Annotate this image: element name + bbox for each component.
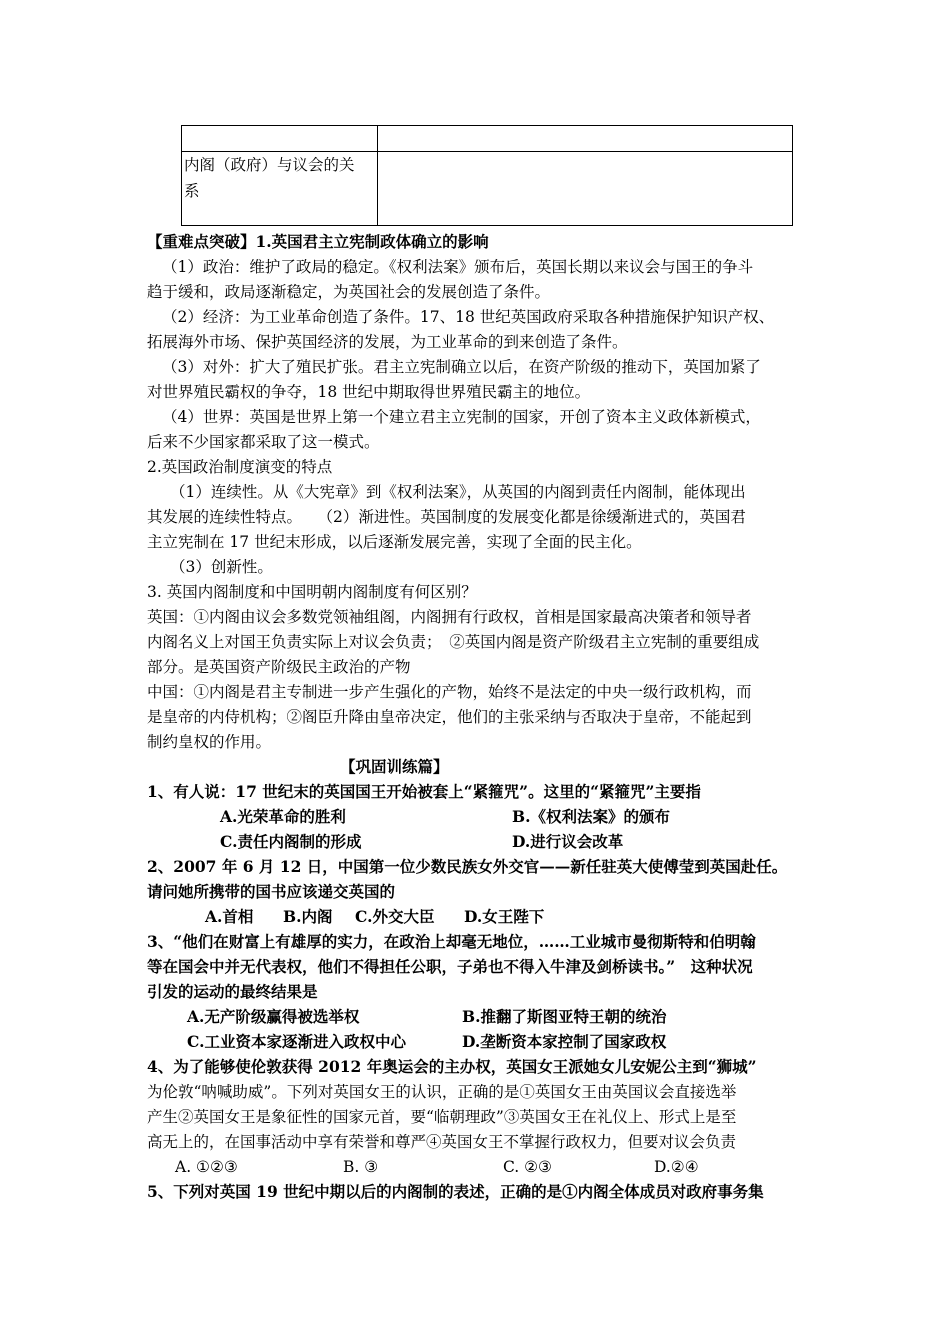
paragraph-line: 拓展海外市场、保护英国经济的发展，为工业革命的到来创造了条件。 bbox=[147, 333, 628, 351]
paragraph-line: 对世界殖民霸权的争夺，18 世纪中期取得世界殖民霸主的地位。 bbox=[147, 383, 591, 401]
question-4: 4、为了能够使伦敦获得 2012 年奥运会的主办权，英国女王派她女儿安妮公主到“狮城” bbox=[147, 1057, 757, 1076]
paragraph-line: 制约皇权的作用。 bbox=[147, 733, 272, 751]
paragraph-line: （3）创新性。 bbox=[170, 558, 273, 576]
option-d: D.女王陛下 bbox=[464, 907, 545, 926]
option-b: B.内阁 bbox=[283, 907, 333, 926]
question-4-cont: 为伦敦“呐喊助威”。下列对英国女王的认识，正确的是①英国女王由英国议会直接选举 bbox=[147, 1083, 737, 1101]
table-cell bbox=[378, 152, 793, 226]
practice-heading: 【巩固训练篇】 bbox=[340, 757, 449, 776]
question-3-cont: 引发的运动的最终结果是 bbox=[147, 982, 318, 1001]
paragraph-line: 主立宪制在 17 世纪末形成，以后逐渐发展完善，实现了全面的民主化。 bbox=[147, 533, 642, 551]
option-b: B.《权利法案》的颁布 bbox=[512, 807, 670, 826]
table-row bbox=[182, 126, 793, 152]
paragraph-line: 中国：①内阁是君主专制进一步产生强化的产物，始终不是法定的中央一级行政机构，而 bbox=[147, 683, 752, 701]
question-3: 3、“他们在财富上有雄厚的实力，在政治上却毫无地位，……工业城市曼彻斯特和伯明翰 bbox=[147, 932, 756, 951]
table-cell bbox=[378, 126, 793, 152]
option-b: B. ③ bbox=[343, 1158, 379, 1176]
subheading: 2.英国政治制度演变的特点 bbox=[147, 458, 333, 476]
option-d: D.②④ bbox=[654, 1158, 699, 1176]
paragraph-line: 后来不少国家都采取了这一模式。 bbox=[147, 433, 380, 451]
table-row bbox=[182, 152, 793, 226]
paragraph-line: （3）对外：扩大了殖民扩张。君主立宪制确立以后，在资产阶级的推动下，英国加紧了 bbox=[162, 358, 761, 376]
option-a: A.无产阶级赢得被选举权 bbox=[187, 1007, 360, 1026]
option-c: C.工业资本家逐渐进入政权中心 bbox=[187, 1032, 406, 1051]
question-3-cont: 等在国会中并无代表权，他们不得担任公职，子弟也不得入牛津及剑桥读书。” 这种状况 bbox=[147, 957, 753, 976]
table-cell-label bbox=[182, 152, 378, 226]
question-4-cont: 产生②英国女王是象征性的国家元首，要“临朝理政”③英国女王在礼仪上、形式上是至 bbox=[147, 1108, 737, 1126]
question-2: 2、2007 年 6 月 12 日，中国第一位少数民族女外交官——新任驻英大使傅莹到英国赴任。 bbox=[147, 857, 788, 876]
paragraph-line: 趋于缓和，政局逐渐稳定，为英国社会的发展创造了条件。 bbox=[147, 283, 551, 301]
paragraph-line: 部分。是英国资产阶级民主政治的产物 bbox=[147, 658, 411, 676]
option-c: C.外交大臣 bbox=[355, 907, 435, 926]
option-d: D.垄断资本家控制了国家政权 bbox=[462, 1032, 667, 1051]
option-b: B.推翻了斯图亚特王朝的统治 bbox=[462, 1007, 667, 1026]
paragraph-line: （1）政治：维护了政局的稳定。《权利法案》颁布后，英国长期以来议会与国王的争斗 bbox=[162, 258, 754, 276]
option-a: A. ①②③ bbox=[175, 1158, 238, 1176]
question-2-cont: 请问她所携带的国书应该递交英国的 bbox=[147, 882, 396, 901]
subheading: 3. 英国内阁制度和中国明朝内阁制度有何区别？ bbox=[147, 583, 477, 601]
paragraph-line: （4）世界：英国是世界上第一个建立君主立宪制的国家，开创了资本主义政体新模式， bbox=[162, 408, 761, 426]
paragraph-line: 是皇帝的内侍机构；②阁臣升降由皇帝决定，他们的主张采纳与否取决于皇帝，不能起到 bbox=[147, 708, 752, 726]
cell-line: 系 bbox=[184, 182, 200, 200]
question-1: 1、有人说：17 世纪末的英国国王开始被套上“紧箍咒”。这里的“紧箍咒”主要指 bbox=[147, 782, 701, 801]
comparison-table bbox=[181, 125, 793, 226]
cell-line: 内阁（政府）与议会的关 bbox=[184, 156, 355, 174]
paragraph-line: （2）经济：为工业革命创造了条件。17、18 世纪英国政府采取各种措施保护知识产权、 bbox=[162, 308, 775, 326]
paragraph-line: 内阁名义上对国王负责实际上对议会负责； ②英国内阁是资产阶级君主立宪制的重要组成 bbox=[147, 633, 760, 651]
table-cell bbox=[182, 126, 378, 152]
option-d: D.进行议会改革 bbox=[512, 832, 624, 851]
option-a: A.首相 bbox=[205, 907, 254, 926]
question-4-cont: 高无上的，在国事活动中享有荣誉和尊严④英国女王不掌握行政权力，但要对议会负责 bbox=[147, 1133, 737, 1151]
paragraph-line: 其发展的连续性特点。 （2）渐进性。英国制度的发展变化都是徐缓渐进式的，英国君 bbox=[147, 508, 746, 526]
option-c: C.责任内阁制的形成 bbox=[220, 832, 362, 851]
paragraph-line: （1）连续性。从《大宪章》到《权利法案》，从英国的内阁到责任内阁制，能体现出 bbox=[170, 483, 746, 501]
option-c: C. ②③ bbox=[503, 1158, 552, 1176]
question-5: 5、下列对英国 19 世纪中期以后的内阁制的表述，正确的是①内阁全体成员对政府事务集 bbox=[147, 1182, 764, 1201]
section-heading: 【重难点突破】1.英国君主立宪制政体确立的影响 bbox=[147, 232, 489, 251]
option-a: A.光荣革命的胜利 bbox=[220, 807, 346, 826]
paragraph-line: 英国：①内阁由议会多数党领袖组阁，内阁拥有行政权，首相是国家最高决策者和领导者 bbox=[147, 608, 752, 626]
